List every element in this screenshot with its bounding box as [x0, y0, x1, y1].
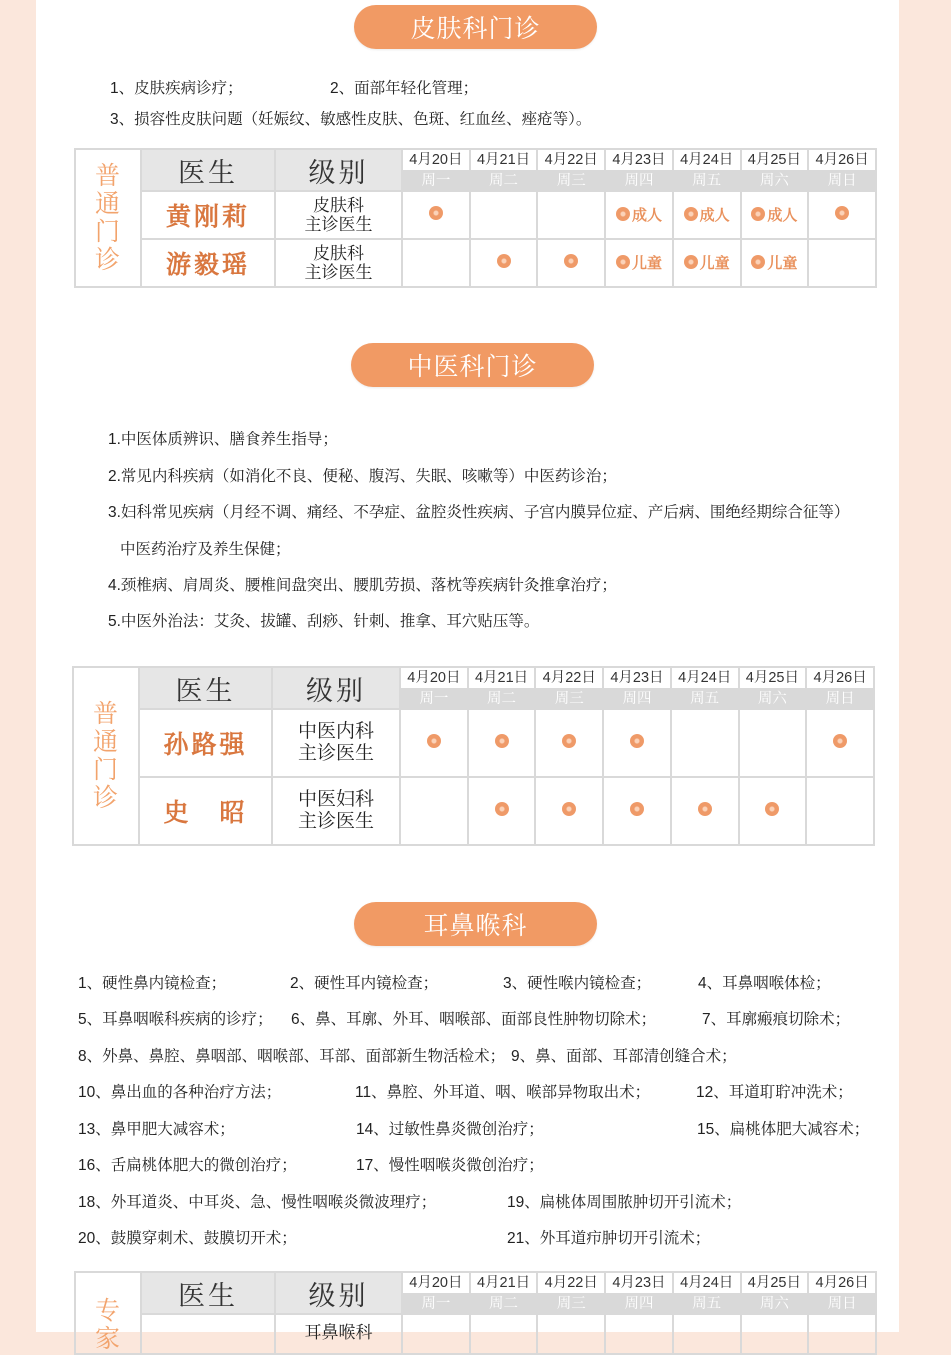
schedule-slot	[535, 709, 603, 777]
weekday-header: 周一	[402, 171, 470, 191]
ent-line: 14、过敏性鼻炎微创治疗；	[356, 1121, 544, 1138]
ent-line: 13、鼻甲肥大减容术；	[78, 1121, 235, 1138]
weekday-header: 周二	[470, 1294, 538, 1314]
doctor-level: 皮肤科 主诊医生	[275, 191, 402, 239]
schedule-slot	[671, 709, 739, 777]
dot-icon	[833, 734, 847, 748]
table-row	[75, 239, 876, 287]
dot-icon	[684, 255, 698, 269]
dot-icon	[751, 255, 765, 269]
schedule-slot	[402, 239, 470, 287]
header-doctor: 医生	[141, 1272, 275, 1314]
date-header: 4月20日	[400, 667, 468, 689]
weekday-header: 周六	[741, 171, 809, 191]
date-header: 4月22日	[535, 667, 603, 689]
schedule-slot	[468, 777, 536, 845]
header-doctor: 医生	[141, 149, 275, 191]
date-header: 4月22日	[537, 1272, 605, 1294]
derm-line-3: 3、损容性皮肤问题（妊娠纹、敏感性皮肤、色斑、红血丝、痤疮等）。	[110, 111, 592, 128]
schedule-slot	[673, 1314, 741, 1354]
date-header: 4月23日	[605, 149, 673, 171]
dot-icon	[495, 802, 509, 816]
schedule-slot	[605, 239, 673, 287]
tcm-line-6: 5.中医外治法：艾灸、拔罐、刮痧、针刺、推拿、耳穴贴压等。	[108, 613, 540, 630]
weekday-header: 周五	[671, 689, 739, 709]
schedule-marker	[765, 802, 779, 816]
tcm-line-4: 中医药治疗及养生保健；	[120, 541, 291, 558]
ent-line: 8、外鼻、鼻腔、鼻咽部、咽喉部、耳部、面部新生物活检术；	[78, 1048, 506, 1065]
date-header: 4月22日	[537, 149, 605, 171]
table-row	[73, 777, 874, 845]
schedule-marker	[833, 734, 847, 748]
ent-line: 20、鼓膜穿刺术、鼓膜切开术；	[78, 1230, 297, 1247]
date-header: 4月23日	[605, 1272, 673, 1294]
schedule-marker	[429, 206, 443, 220]
dot-icon	[616, 255, 630, 269]
dot-icon	[630, 802, 644, 816]
dot-icon	[562, 734, 576, 748]
slot-label: 成人	[631, 206, 662, 224]
slot-label: 儿童	[699, 254, 730, 272]
weekday-header: 周四	[603, 689, 671, 709]
schedule-marker	[616, 204, 662, 225]
schedule-marker	[630, 734, 644, 748]
schedule-slot	[741, 1314, 809, 1354]
dot-icon	[427, 734, 441, 748]
date-header: 4月26日	[806, 667, 874, 689]
category-cell: 专家	[75, 1272, 141, 1354]
ent-line: 10、鼻出血的各种治疗方法；	[78, 1084, 282, 1101]
ent-line: 16、舌扁桃体肥大的微创治疗；	[78, 1157, 297, 1174]
date-header: 4月24日	[673, 1272, 741, 1294]
date-header: 4月25日	[741, 1272, 809, 1294]
schedule-slot	[535, 777, 603, 845]
date-header: 4月21日	[470, 1272, 538, 1294]
ent-line: 7、耳廓瘢痕切除术；	[702, 1011, 851, 1028]
schedule-marker	[684, 252, 730, 273]
schedule-marker	[564, 254, 578, 268]
weekday-header: 周四	[605, 171, 673, 191]
schedule-slot	[470, 191, 538, 239]
schedule-slot	[806, 777, 874, 845]
weekday-header: 周六	[739, 689, 807, 709]
schedule-slot	[400, 709, 468, 777]
dot-icon	[751, 207, 765, 221]
ent-line: 1、硬性鼻内镜检查；	[78, 975, 227, 992]
schedule-marker	[684, 204, 730, 225]
schedule-slot	[673, 239, 741, 287]
table-row	[75, 1314, 876, 1354]
schedule-marker	[630, 802, 644, 816]
schedule-slot	[739, 777, 807, 845]
weekday-header: 周五	[673, 171, 741, 191]
schedule-slot	[470, 1314, 538, 1354]
schedule-slot	[402, 191, 470, 239]
doctor-level: 耳鼻喉科	[275, 1314, 402, 1354]
derm-line-2: 2、面部年轻化管理；	[330, 80, 479, 97]
ent-line: 4、耳鼻咽喉体检；	[698, 975, 831, 992]
ent-line: 12、耳道耵聍冲洗术；	[696, 1084, 853, 1101]
schedule-marker	[751, 204, 797, 225]
schedule-slot	[470, 239, 538, 287]
schedule-marker	[427, 734, 441, 748]
schedule-slot	[468, 709, 536, 777]
ent-line: 15、扁桃体肥大减容术；	[697, 1121, 870, 1138]
schedule-marker	[616, 252, 662, 273]
header-doctor: 医生	[139, 667, 272, 709]
doctor-name	[141, 1314, 275, 1354]
weekday-header: 周日	[808, 171, 876, 191]
dot-icon	[698, 802, 712, 816]
date-header: 4月26日	[808, 149, 876, 171]
ent-line: 18、外耳道炎、中耳炎、急、慢性咽喉炎微波理疗；	[78, 1194, 437, 1211]
ent-line: 11、鼻腔、外耳道、咽、喉部异物取出术；	[355, 1084, 651, 1101]
schedule-slot	[605, 1314, 673, 1354]
ent-schedule-table	[74, 1271, 877, 1355]
schedule-slot	[739, 709, 807, 777]
ent-line: 9、鼻、面部、耳部清创缝合术；	[511, 1048, 737, 1065]
schedule-marker	[751, 252, 797, 273]
weekday-header: 周三	[535, 689, 603, 709]
schedule-slot	[400, 777, 468, 845]
date-header: 4月21日	[470, 149, 538, 171]
doctor-name: 黄刚莉	[141, 191, 275, 239]
section-title-ent: 耳鼻喉科	[354, 902, 597, 946]
dot-icon	[495, 734, 509, 748]
category-cell: 普通门诊	[75, 149, 141, 287]
schedule-slot	[671, 777, 739, 845]
schedule-slot	[402, 1314, 470, 1354]
schedule-slot	[741, 239, 809, 287]
schedule-slot	[741, 191, 809, 239]
doctor-name: 游毅瑶	[141, 239, 275, 287]
ent-line: 21、外耳道疖肿切开引流术；	[507, 1230, 711, 1247]
schedule-marker	[495, 802, 509, 816]
tcm-line-3: 3.妇科常见疾病（月经不调、痛经、不孕症、盆腔炎性疾病、子宫内膜异位症、产后病、围绝经期综合征等）	[108, 504, 850, 521]
doctor-level: 皮肤科 主诊医生	[275, 239, 402, 287]
schedule-slot	[603, 709, 671, 777]
dot-icon	[630, 734, 644, 748]
table-row	[75, 191, 876, 239]
schedule-slot	[806, 709, 874, 777]
date-header: 4月23日	[603, 667, 671, 689]
dot-icon	[684, 207, 698, 221]
date-header: 4月25日	[739, 667, 807, 689]
schedule-slot	[603, 777, 671, 845]
date-header: 4月25日	[741, 149, 809, 171]
derm-line-1: 1、皮肤疾病诊疗；	[110, 80, 243, 97]
slot-label: 成人	[699, 206, 730, 224]
page-content	[36, 0, 899, 1353]
dot-icon	[564, 254, 578, 268]
dot-icon	[562, 802, 576, 816]
schedule-slot	[537, 191, 605, 239]
tcm-schedule-table	[72, 666, 875, 846]
ent-line: 5、耳鼻咽喉科疾病的诊疗；	[78, 1011, 273, 1028]
schedule-marker	[562, 802, 576, 816]
weekday-header: 周日	[806, 689, 874, 709]
derm-schedule-table	[74, 148, 877, 288]
weekday-header: 周三	[537, 1294, 605, 1314]
slot-label: 儿童	[767, 254, 798, 272]
section-title-dermatology: 皮肤科门诊	[354, 5, 597, 49]
schedule-marker	[497, 254, 511, 268]
header-level: 级别	[272, 667, 400, 709]
ent-line: 17、慢性咽喉炎微创治疗；	[356, 1157, 544, 1174]
date-header: 4月24日	[673, 149, 741, 171]
weekday-header: 周六	[741, 1294, 809, 1314]
date-header: 4月20日	[402, 1272, 470, 1294]
date-header: 4月20日	[402, 149, 470, 171]
weekday-header: 周四	[605, 1294, 673, 1314]
tcm-line-1: 1.中医体质辨识、膳食养生指导；	[108, 431, 338, 448]
ent-line: 3、硬性喉内镜检查；	[503, 975, 652, 992]
schedule-slot	[673, 191, 741, 239]
section-title-tcm: 中医科门诊	[351, 343, 594, 387]
ent-line: 2、硬性耳内镜检查；	[290, 975, 439, 992]
schedule-slot	[808, 239, 876, 287]
dot-icon	[835, 206, 849, 220]
date-header: 4月21日	[468, 667, 536, 689]
schedule-slot	[537, 1314, 605, 1354]
schedule-slot	[605, 191, 673, 239]
schedule-slot	[537, 239, 605, 287]
dot-icon	[765, 802, 779, 816]
doctor-name: 史 昭	[139, 777, 272, 845]
ent-line: 19、扁桃体周围脓肿切开引流术；	[507, 1194, 742, 1211]
weekday-header: 周一	[400, 689, 468, 709]
doctor-level: 中医内科 主诊医生	[272, 709, 400, 777]
header-level: 级别	[275, 1272, 402, 1314]
table-row	[73, 709, 874, 777]
tcm-line-2: 2.常见内科疾病（如消化不良、便秘、腹泻、失眠、咳嗽等）中医药诊治；	[108, 468, 617, 485]
tcm-line-5: 4.颈椎病、肩周炎、腰椎间盘突出、腰肌劳损、落枕等疾病针灸推拿治疗；	[108, 577, 617, 594]
weekday-header: 周二	[470, 171, 538, 191]
slot-label: 成人	[767, 206, 798, 224]
weekday-header: 周一	[402, 1294, 470, 1314]
schedule-marker	[835, 206, 849, 220]
schedule-marker	[495, 734, 509, 748]
slot-label: 儿童	[631, 254, 662, 272]
weekday-header: 周二	[468, 689, 536, 709]
dot-icon	[429, 206, 443, 220]
weekday-header: 周三	[537, 171, 605, 191]
doctor-name: 孙路强	[139, 709, 272, 777]
weekday-header: 周日	[808, 1294, 876, 1314]
weekday-header: 周五	[673, 1294, 741, 1314]
date-header: 4月26日	[808, 1272, 876, 1294]
schedule-marker	[562, 734, 576, 748]
schedule-marker	[698, 802, 712, 816]
doctor-level: 中医妇科 主诊医生	[272, 777, 400, 845]
ent-line: 6、鼻、耳廓、外耳、咽喉部、面部良性肿物切除术；	[291, 1011, 657, 1028]
dot-icon	[616, 207, 630, 221]
date-header: 4月24日	[671, 667, 739, 689]
schedule-slot	[808, 191, 876, 239]
dot-icon	[497, 254, 511, 268]
header-level: 级别	[275, 149, 402, 191]
schedule-slot	[808, 1314, 876, 1354]
category-cell: 普通门诊	[73, 667, 139, 845]
